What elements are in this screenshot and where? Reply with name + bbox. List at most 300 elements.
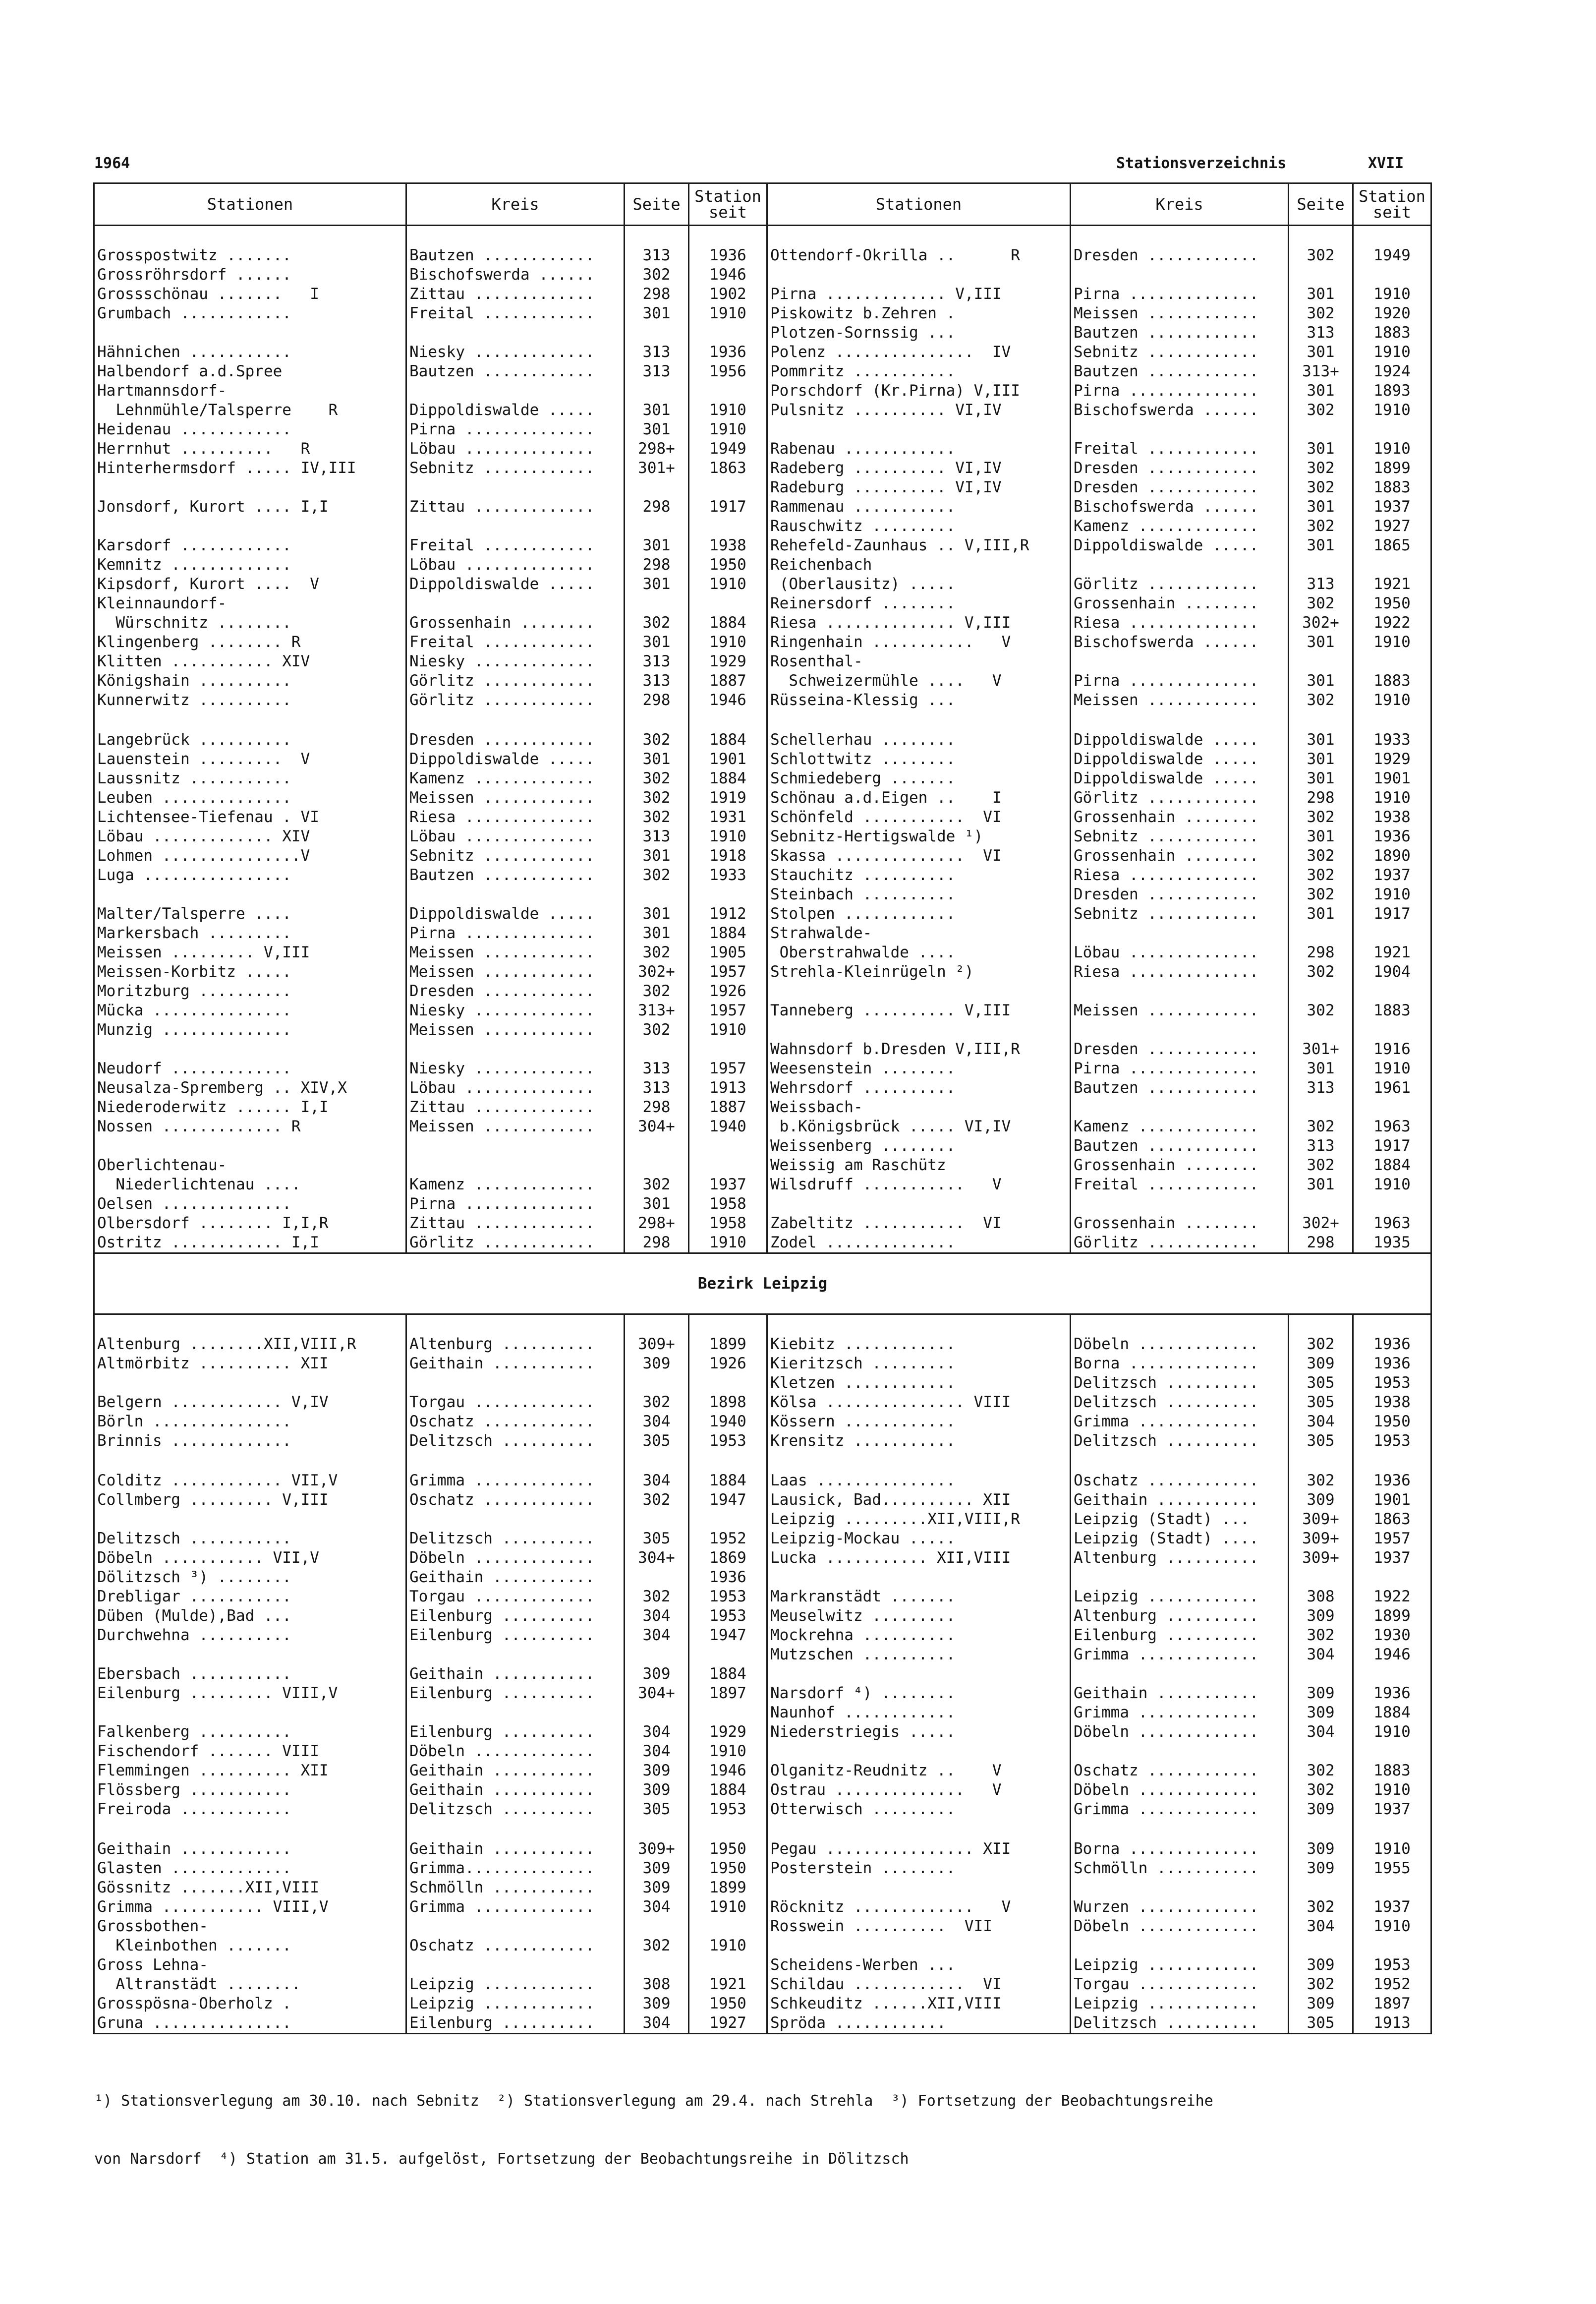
- station-seit: [689, 1040, 767, 1059]
- station-seit: 1929: [1353, 750, 1431, 769]
- seite: [625, 1917, 689, 1936]
- seite: [625, 478, 689, 497]
- station-seit: 1937: [1353, 497, 1431, 517]
- kreis: Grossenhain ........: [1071, 1156, 1289, 1175]
- seite: 304: [625, 2013, 689, 2034]
- kreis: Leipzig ............: [1071, 1994, 1289, 2013]
- station-name: Delitzsch ...........: [94, 1529, 406, 1548]
- station-seit: 1917: [689, 497, 767, 517]
- seite: 302: [1289, 1156, 1353, 1175]
- station-seit: 1883: [1353, 671, 1431, 691]
- table-row: [94, 381, 1431, 401]
- seite: 302+: [1289, 1214, 1353, 1233]
- station-name: Grossröhrsdorf ......: [94, 265, 406, 285]
- station-seit: 1953: [1353, 1431, 1431, 1451]
- station-seit: 1937: [1353, 866, 1431, 885]
- table-row: [94, 1529, 1431, 1548]
- station-name: Reichenbach: [767, 555, 1071, 575]
- station-seit: 1946: [1353, 1645, 1431, 1664]
- station-seit: 1956: [689, 362, 767, 381]
- seite: 301: [625, 924, 689, 943]
- kreis: Grimma .............: [406, 1897, 625, 1917]
- station-name: Naunhof ............: [767, 1703, 1071, 1722]
- kreis: Zittau .............: [406, 497, 625, 517]
- table-row: [94, 671, 1431, 691]
- station-name: Geithain ............: [94, 1839, 406, 1859]
- seite: 301: [1289, 343, 1353, 362]
- station-seit: 1910: [1353, 633, 1431, 652]
- seite: 302+: [1289, 613, 1353, 633]
- table-row: [94, 1354, 1431, 1373]
- seite: [625, 1703, 689, 1722]
- station-seit: [689, 1917, 767, 1936]
- station-seit: 1910: [1353, 401, 1431, 420]
- station-seit: 1887: [689, 671, 767, 691]
- kreis: Geithain ...........: [406, 1568, 625, 1587]
- kreis: Niesky .............: [406, 1001, 625, 1020]
- kreis: Bautzen ............: [1071, 1078, 1289, 1098]
- station-name: Kipsdorf, Kurort .... V: [94, 575, 406, 594]
- kreis: Eilenburg ..........: [406, 1626, 625, 1645]
- seite: [1289, 710, 1353, 730]
- kreis: Bautzen ............: [1071, 1136, 1289, 1156]
- station-seit: 1950: [689, 1859, 767, 1878]
- station-name: Weesenstein ........: [767, 1059, 1071, 1078]
- station-seit: 1910: [689, 401, 767, 420]
- station-seit: 1883: [1353, 1761, 1431, 1780]
- district-heading-row: [94, 1253, 1431, 1314]
- table-row: [94, 1156, 1431, 1175]
- station-seit: [689, 594, 767, 613]
- station-name: Grossbothen-: [94, 1917, 406, 1936]
- station-seit: 1899: [689, 1878, 767, 1897]
- seite: 313+: [625, 1001, 689, 1020]
- table-row: [94, 1020, 1431, 1040]
- table-row: [94, 633, 1431, 652]
- station-seit: 1901: [1353, 769, 1431, 788]
- seite: 298: [625, 497, 689, 517]
- kreis: Döbeln .............: [406, 1548, 625, 1568]
- station-name: [767, 1878, 1071, 1897]
- kreis: Freital ............: [406, 633, 625, 652]
- seite: [625, 517, 689, 536]
- kreis: Meissen ............: [1071, 1001, 1289, 1020]
- table-row: [94, 1510, 1431, 1529]
- seite: [1289, 1568, 1353, 1587]
- kreis: Dresden ............: [406, 982, 625, 1001]
- seite: 313: [1289, 1078, 1353, 1098]
- seite: 301: [625, 420, 689, 439]
- seite: 301: [625, 904, 689, 924]
- station-name: [94, 1040, 406, 1059]
- station-name: Drebligar ...........: [94, 1587, 406, 1606]
- station-seit: [689, 381, 767, 401]
- station-seit: 1910: [689, 1020, 767, 1040]
- station-name: Gössnitz .......XII,VIII: [94, 1878, 406, 1897]
- seite: 302: [1289, 846, 1353, 866]
- kreis: Meissen ............: [406, 962, 625, 982]
- station-name: Wahnsdorf b.Dresden V,III,R: [767, 1040, 1071, 1059]
- seite: 302: [625, 1175, 689, 1194]
- seite: 305: [625, 1800, 689, 1819]
- station-seit: 1884: [689, 1664, 767, 1684]
- station-seit: 1936: [689, 226, 767, 266]
- seite: 305: [625, 1431, 689, 1451]
- seite: 302: [1289, 226, 1353, 266]
- kreis: Görlitz ............: [1071, 575, 1289, 594]
- station-name: Weissbach-: [767, 1098, 1071, 1117]
- seite: [1289, 1742, 1353, 1761]
- station-name: Mutzschen ..........: [767, 1645, 1071, 1664]
- kreis: [406, 1645, 625, 1664]
- station-name: Ringenhain ........... V: [767, 633, 1071, 652]
- kreis: [406, 478, 625, 497]
- station-name: [767, 1568, 1071, 1587]
- seite: 309: [1289, 1994, 1353, 2013]
- kreis: [406, 1917, 625, 1936]
- kreis: [1071, 710, 1289, 730]
- station-seit: 1933: [1353, 730, 1431, 750]
- spacer-row: [94, 710, 1431, 730]
- kreis: Dresden ............: [1071, 1040, 1289, 1059]
- station-name: Pegau ................ XII: [767, 1839, 1071, 1859]
- station-seit: 1899: [1353, 459, 1431, 478]
- seite: 305: [625, 1529, 689, 1548]
- kreis: Sebnitz ............: [1071, 343, 1289, 362]
- station-seit: 1910: [689, 304, 767, 323]
- station-name: Börln ...............: [94, 1412, 406, 1431]
- station-seit: 1949: [689, 439, 767, 459]
- seite: 302: [1289, 594, 1353, 613]
- station-name: Skassa .............. VI: [767, 846, 1071, 866]
- station-name: Reinersdorf ........: [767, 594, 1071, 613]
- station-name: Plotzen-Sornssig ...: [767, 323, 1071, 343]
- kreis: Döbeln .............: [1071, 1722, 1289, 1742]
- table-row: [94, 1393, 1431, 1412]
- seite: 313: [625, 827, 689, 846]
- table-row: [94, 1373, 1431, 1393]
- seite: 298+: [625, 1214, 689, 1233]
- station-name: Meuselwitz .........: [767, 1606, 1071, 1626]
- station-name: Wilsdruff ........... V: [767, 1175, 1071, 1194]
- table-row: [94, 924, 1431, 943]
- seite: 302: [625, 613, 689, 633]
- kreis: Bischofswerda ......: [1071, 633, 1289, 652]
- station-seit: 1884: [689, 924, 767, 943]
- kreis: Meissen ............: [406, 1020, 625, 1040]
- seite: 309+: [1289, 1510, 1353, 1529]
- kreis: Dippoldiswalde .....: [1071, 730, 1289, 750]
- station-seit: 1912: [689, 904, 767, 924]
- station-name: [767, 1020, 1071, 1040]
- station-name: Ostrau .............. V: [767, 1780, 1071, 1800]
- table-row: [94, 1471, 1431, 1490]
- station-name: Kieritzsch .........: [767, 1354, 1071, 1373]
- seite: 302: [625, 943, 689, 962]
- station-seit: [689, 1373, 767, 1393]
- seite: 301: [1289, 827, 1353, 846]
- spacer-row: [94, 1819, 1431, 1839]
- kreis: [1071, 924, 1289, 943]
- seite: 313: [625, 343, 689, 362]
- station-name: Stolpen ............: [767, 904, 1071, 924]
- station-name: Markersbach .........: [94, 924, 406, 943]
- seite: 301: [1289, 769, 1353, 788]
- seite: [1289, 1098, 1353, 1117]
- kreis: Oschatz ............: [1071, 1471, 1289, 1490]
- station-seit: 1913: [1353, 2013, 1431, 2034]
- kreis: Pirna ..............: [406, 1194, 625, 1214]
- kreis: Delitzsch ..........: [406, 1529, 625, 1548]
- station-name: Mockrehna ..........: [767, 1626, 1071, 1645]
- kreis: Grimma .............: [1071, 1412, 1289, 1431]
- station-seit: 1910: [1353, 285, 1431, 304]
- kreis: Döbeln .............: [1071, 1917, 1289, 1936]
- kreis: [1071, 1742, 1289, 1761]
- seite: 309: [1289, 1354, 1353, 1373]
- station-name: Meissen ......... V,III: [94, 943, 406, 962]
- station-name: Pommritz ...........: [767, 362, 1071, 381]
- seite: 301: [1289, 1059, 1353, 1078]
- station-name: Strahwalde-: [767, 924, 1071, 943]
- station-seit: 1910: [1353, 691, 1431, 710]
- seite: [1289, 1194, 1353, 1214]
- kreis: Grimma..............: [406, 1859, 625, 1878]
- col-header-seite: Seite: [625, 183, 689, 226]
- station-name: Zodel ..............: [767, 1233, 1071, 1253]
- station-name: [94, 1373, 406, 1393]
- kreis: [406, 1955, 625, 1975]
- station-name: Laussnitz ...........: [94, 769, 406, 788]
- seite: [625, 1136, 689, 1156]
- station-seit: 1883: [1353, 478, 1431, 497]
- station-seit: 1910: [1353, 439, 1431, 459]
- station-name: Steinbach ..........: [767, 885, 1071, 904]
- kreis: Eilenburg ..........: [406, 1606, 625, 1626]
- station-name: [94, 1645, 406, 1664]
- station-seit: 1935: [1353, 1233, 1431, 1253]
- seite: 309: [625, 1859, 689, 1878]
- seite: 309: [625, 1761, 689, 1780]
- kreis: Riesa ..............: [1071, 613, 1289, 633]
- table-row: [94, 2013, 1431, 2034]
- table-row: [94, 1722, 1431, 1742]
- station-name: Weissig am Raschütz: [767, 1156, 1071, 1175]
- station-name: Altranstädt ........: [94, 1975, 406, 1994]
- station-name: Niederoderwitz ...... I,I: [94, 1098, 406, 1117]
- seite: 302: [1289, 808, 1353, 827]
- table-row: [94, 1175, 1431, 1194]
- table-row: [94, 594, 1431, 613]
- table-row: [94, 420, 1431, 439]
- kreis: [406, 710, 625, 730]
- station-name: Zabeltitz ........... VI: [767, 1214, 1071, 1233]
- table-row: [94, 265, 1431, 285]
- station-name: Belgern ............ V,IV: [94, 1393, 406, 1412]
- kreis: Löbau ..............: [406, 439, 625, 459]
- kreis: Dippoldiswalde .....: [406, 750, 625, 769]
- kreis: Görlitz ............: [406, 671, 625, 691]
- station-name: Markranstädt .......: [767, 1587, 1071, 1606]
- seite: 313: [625, 652, 689, 671]
- kreis: Pirna ..............: [406, 924, 625, 943]
- kreis: Löbau ..............: [406, 555, 625, 575]
- seite: 301: [625, 575, 689, 594]
- station-seit: 1893: [1353, 381, 1431, 401]
- station-seit: [689, 1510, 767, 1529]
- station-name: Oelsen ..............: [94, 1194, 406, 1214]
- kreis: Meissen ............: [1071, 691, 1289, 710]
- table-row: [94, 1098, 1431, 1117]
- kreis: [406, 1040, 625, 1059]
- station-seit: [1353, 652, 1431, 671]
- station-seit: [1353, 1936, 1431, 1955]
- table-row: [94, 1626, 1431, 1645]
- col-header-kreis-right: Kreis: [1071, 183, 1289, 226]
- station-name: Scheidens-Werben ...: [767, 1955, 1071, 1975]
- station-name: Wehrsdorf ..........: [767, 1078, 1071, 1098]
- station-seit: 1921: [689, 1975, 767, 1994]
- station-name: Düben (Mulde),Bad ...: [94, 1606, 406, 1626]
- kreis: Niesky .............: [406, 1059, 625, 1078]
- kreis: Eilenburg ..........: [406, 1722, 625, 1742]
- kreis: Bautzen ............: [1071, 323, 1289, 343]
- kreis: Pirna ..............: [1071, 1059, 1289, 1078]
- table-row: [94, 827, 1431, 846]
- seite: 302: [1289, 401, 1353, 420]
- station-name: Rüsseina-Klessig ...: [767, 691, 1071, 710]
- page-number: XVII: [1368, 155, 1404, 172]
- kreis: [406, 517, 625, 536]
- seite: 301: [625, 1194, 689, 1214]
- station-seit: 1865: [1353, 536, 1431, 555]
- seite: 298: [625, 1098, 689, 1117]
- table-row: [94, 866, 1431, 885]
- station-name: Hinterhermsdorf ..... IV,III: [94, 459, 406, 478]
- col-header-station-seit: Station seit: [689, 183, 767, 226]
- station-name: Collmberg ......... V,III: [94, 1490, 406, 1510]
- station-seit: 1947: [689, 1626, 767, 1645]
- kreis: [1071, 1194, 1289, 1214]
- seite: [1289, 265, 1353, 285]
- kreis: Zittau .............: [406, 1214, 625, 1233]
- seite: 301: [1289, 1175, 1353, 1194]
- seite: [1289, 1878, 1353, 1897]
- kreis: Bischofswerda ......: [1071, 497, 1289, 517]
- kreis: Freital ............: [1071, 439, 1289, 459]
- station-name: Moritzburg ..........: [94, 982, 406, 1001]
- station-seit: 1949: [1353, 226, 1431, 266]
- station-name: [767, 420, 1071, 439]
- seite: 302: [1289, 691, 1353, 710]
- station-seit: 1910: [1353, 1175, 1431, 1194]
- table-row: [94, 846, 1431, 866]
- kreis: Schmölln ...........: [1071, 1859, 1289, 1878]
- table-row: [94, 1412, 1431, 1431]
- kreis: Wurzen .............: [1071, 1897, 1289, 1917]
- seite: 302: [625, 1020, 689, 1040]
- station-name: Durchwehna ..........: [94, 1626, 406, 1645]
- station-name: Krensitz ...........: [767, 1431, 1071, 1451]
- kreis: Geithain ...........: [406, 1780, 625, 1800]
- station-name: Grossschönau ....... I: [94, 285, 406, 304]
- kreis: Dresden ............: [1071, 885, 1289, 904]
- seite: 309: [1289, 1703, 1353, 1722]
- station-name: [767, 1194, 1071, 1214]
- kreis: [406, 1451, 625, 1471]
- kreis: Delitzsch ..........: [406, 1431, 625, 1451]
- seite: [1289, 555, 1353, 575]
- kreis: [1071, 1664, 1289, 1684]
- station-seit: 1910: [1353, 1780, 1431, 1800]
- station-name: Falkenberg ..........: [94, 1722, 406, 1742]
- station-name: Grimma ........... VIII,V: [94, 1897, 406, 1917]
- station-seit: [1353, 982, 1431, 1001]
- station-name: Malter/Talsperre ....: [94, 904, 406, 924]
- station-name: Kleinbothen .......: [94, 1936, 406, 1955]
- station-name: [767, 1742, 1071, 1761]
- kreis: Torgau .............: [1071, 1975, 1289, 1994]
- seite: 309: [1289, 1684, 1353, 1703]
- station-name: Klitten ........... XIV: [94, 652, 406, 671]
- station-name: Schönau a.d.Eigen .. I: [767, 788, 1071, 808]
- seite: 309: [1289, 1800, 1353, 1819]
- table-row: [94, 304, 1431, 323]
- station-seit: 1905: [689, 943, 767, 962]
- station-name: Klingenberg ........ R: [94, 633, 406, 652]
- seite: 302: [625, 1490, 689, 1510]
- seite: 313: [625, 362, 689, 381]
- table-row: [94, 555, 1431, 575]
- seite: 301: [1289, 439, 1353, 459]
- kreis: Dippoldiswalde .....: [1071, 769, 1289, 788]
- table-row: [94, 1878, 1431, 1897]
- station-seit: 1957: [689, 1001, 767, 1020]
- table-row: [94, 1001, 1431, 1020]
- kreis: Löbau ..............: [406, 1078, 625, 1098]
- table-row: [94, 1568, 1431, 1587]
- station-name: Königshain ..........: [94, 671, 406, 691]
- kreis: Döbeln .............: [406, 1742, 625, 1761]
- kreis: Grimma .............: [1071, 1703, 1289, 1722]
- seite: 304: [625, 1897, 689, 1917]
- kreis: Grossenhain ........: [1071, 808, 1289, 827]
- kreis: Grossenhain ........: [406, 613, 625, 633]
- kreis: Geithain ...........: [1071, 1490, 1289, 1510]
- table-row: [94, 691, 1431, 710]
- station-seit: 1953: [689, 1800, 767, 1819]
- seite: 308: [1289, 1587, 1353, 1606]
- seite: 309+: [625, 1839, 689, 1859]
- table-row: [94, 285, 1431, 304]
- station-name: Strehla-Kleinrügeln ²): [767, 962, 1071, 982]
- kreis: Kamenz .............: [406, 1175, 625, 1194]
- kreis: Grimma .............: [1071, 1645, 1289, 1664]
- table-row: [94, 478, 1431, 497]
- seite: 308: [625, 1975, 689, 1994]
- station-name: b.Königsbrück ..... VI,IV: [767, 1117, 1071, 1136]
- station-seit: 1953: [689, 1606, 767, 1626]
- station-name: [94, 1136, 406, 1156]
- seite: [625, 1451, 689, 1471]
- station-name: Glasten .............: [94, 1859, 406, 1878]
- seite: 301: [625, 304, 689, 323]
- station-name: Leipzig .........XII,VIII,R: [767, 1510, 1071, 1529]
- station-seit: 1910: [1353, 1917, 1431, 1936]
- seite: 309+: [1289, 1548, 1353, 1568]
- seite: 304: [1289, 1722, 1353, 1742]
- seite: [1289, 1819, 1353, 1839]
